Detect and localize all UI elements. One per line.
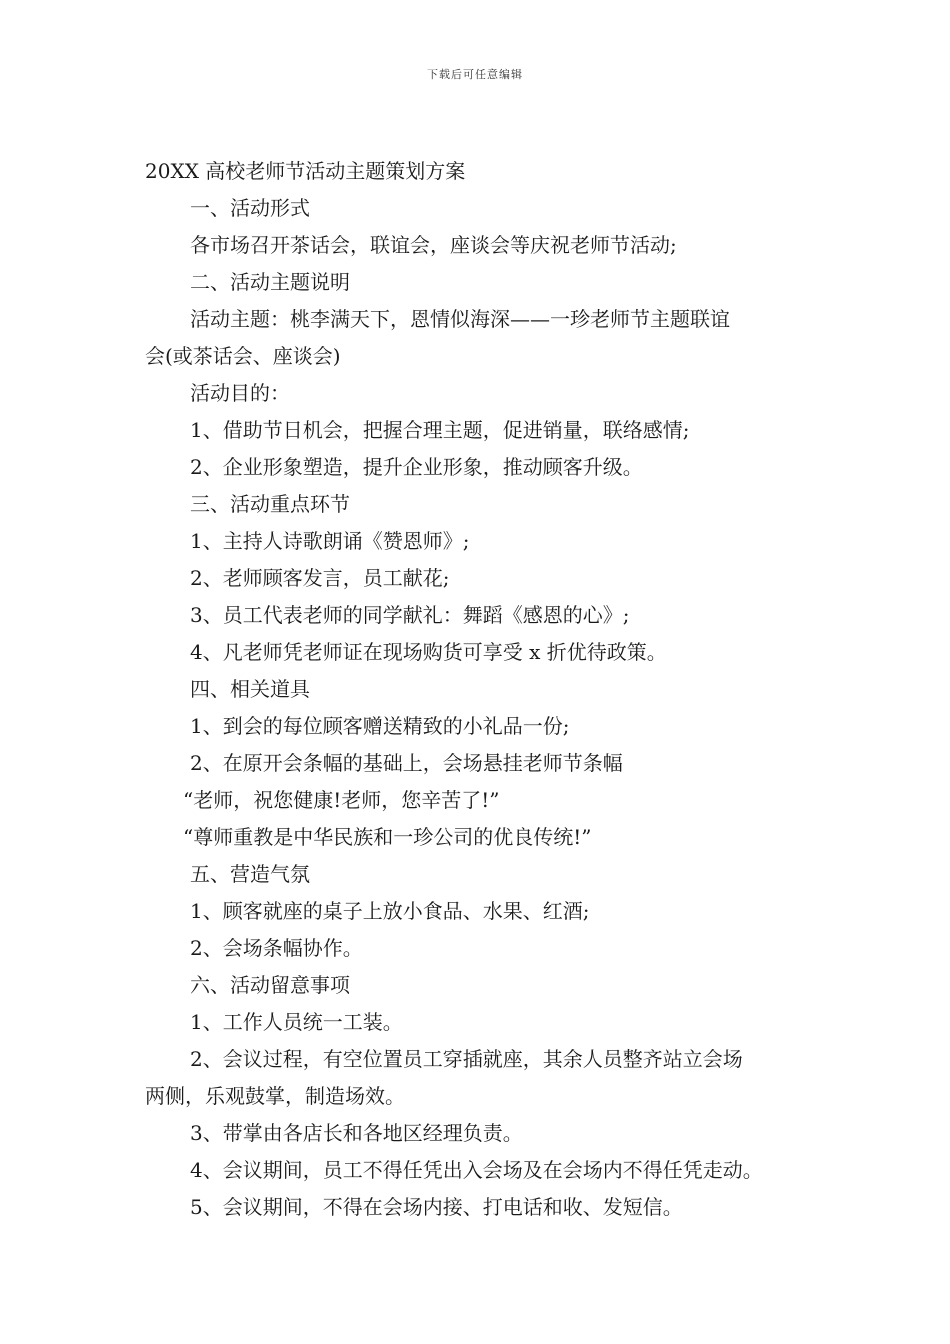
document-title: 20XX 高校老师节活动主题策划方案 bbox=[145, 159, 466, 183]
document-line: 2、会议过程，有空位置员工穿插就座，其余人员整齐站立会场 bbox=[190, 1047, 743, 1071]
document-line: 4、会议期间，员工不得任凭出入会场及在会场内不得任凭走动。 bbox=[190, 1158, 763, 1182]
document-line: “老师，祝您健康!老师，您辛苦了!” bbox=[183, 788, 500, 812]
document-line: 活动目的： bbox=[190, 381, 290, 405]
document-line: 2、老师顾客发言，员工献花; bbox=[190, 566, 450, 590]
document-line: 四、相关道具 bbox=[190, 677, 310, 701]
document-line: 1、主持人诗歌朗诵《赞恩师》; bbox=[190, 529, 470, 553]
document-line: 五、营造气氛 bbox=[190, 862, 310, 886]
document-line: 一、活动形式 bbox=[190, 196, 310, 220]
document-line: 六、活动留意事项 bbox=[190, 973, 350, 997]
document-line: 2、在原开会条幅的基础上，会场悬挂老师节条幅 bbox=[190, 751, 623, 775]
document-line: “尊师重教是中华民族和一珍公司的优良传统!” bbox=[183, 825, 592, 849]
document-line: 4、凡老师凭老师证在现场购货可享受 x 折优待政策。 bbox=[190, 640, 667, 664]
document-line: 三、活动重点环节 bbox=[190, 492, 350, 516]
document-line: 活动主题：桃李满天下，恩情似海深——一珍老师节主题联谊 bbox=[190, 307, 730, 331]
document-line: 二、活动主题说明 bbox=[190, 270, 350, 294]
document-line: 两侧，乐观鼓掌，制造场效。 bbox=[145, 1084, 405, 1108]
document-line: 2、会场条幅协作。 bbox=[190, 936, 363, 960]
document-line: 各市场召开茶话会，联谊会，座谈会等庆祝老师节活动; bbox=[190, 233, 677, 257]
document-line: 1、顾客就座的桌子上放小食品、水果、红酒; bbox=[190, 899, 590, 923]
document-body bbox=[145, 153, 825, 1226]
document-line: 3、带掌由各店长和各地区经理负责。 bbox=[190, 1121, 523, 1145]
document-line: 1、借助节日机会，把握合理主题，促进销量，联络感情; bbox=[190, 418, 690, 442]
document-line: 1、工作人员统一工装。 bbox=[190, 1010, 403, 1034]
document-line: 2、企业形象塑造，提升企业形象，推动顾客升级。 bbox=[190, 455, 643, 479]
document-line: 5、会议期间，不得在会场内接、打电话和收、发短信。 bbox=[190, 1195, 683, 1219]
document-line: 1、到会的每位顾客赠送精致的小礼品一份; bbox=[190, 714, 570, 738]
document-line: 3、员工代表老师的同学献礼：舞蹈《感恩的心》; bbox=[190, 603, 630, 627]
document-lines bbox=[145, 190, 825, 1226]
header-note: 下载后可任意编辑 bbox=[427, 68, 523, 81]
document-line: 会(或茶话会、座谈会) bbox=[145, 344, 341, 368]
